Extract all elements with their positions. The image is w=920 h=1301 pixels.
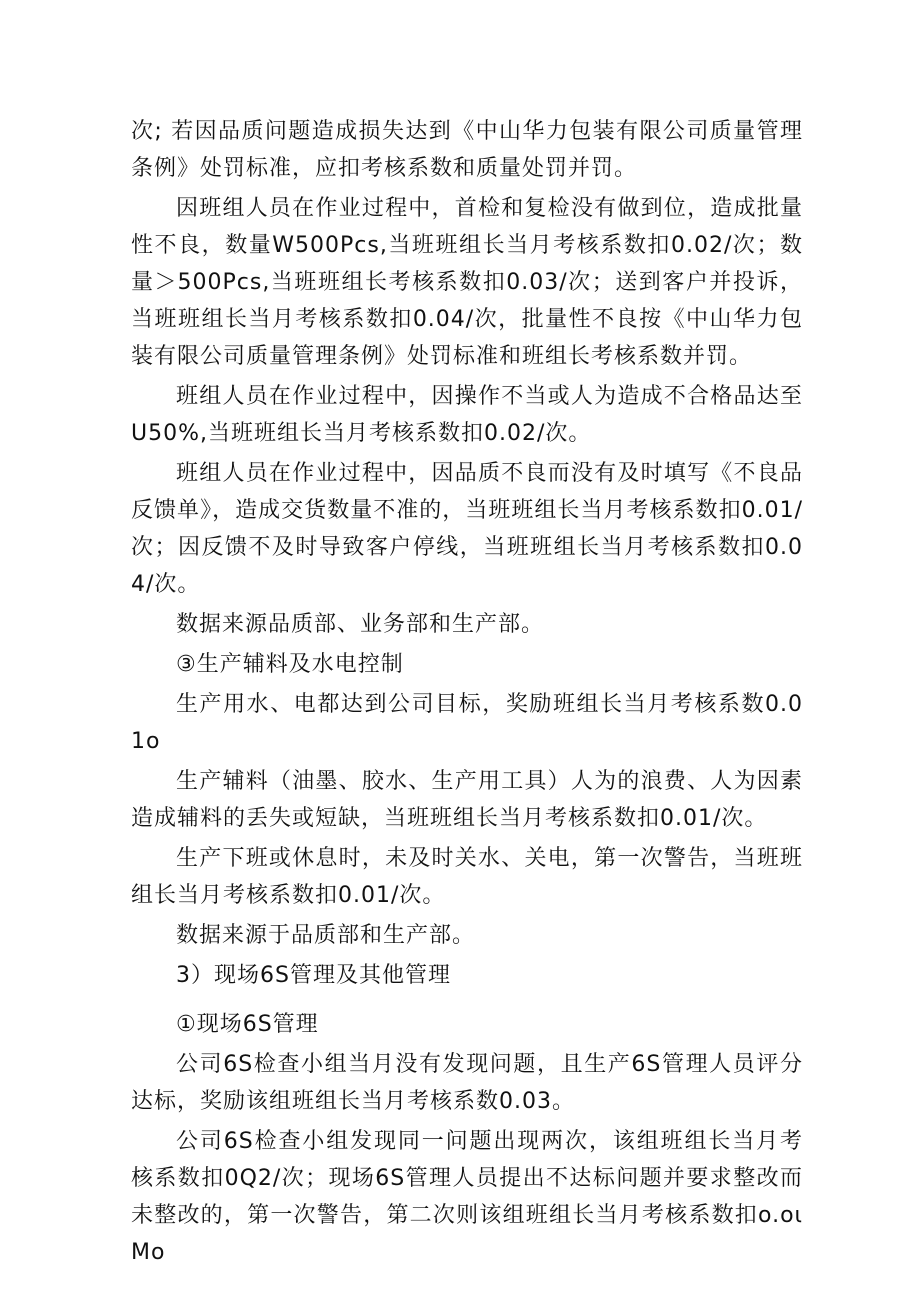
paragraph-penalty-continuation: 次; 若因品质问题造成损失达到《中山华力包装有限公司质量管理条例》处罚标准，应扣考核系数和质量处罚并罚。 <box>131 119 803 181</box>
paragraph-power-water-off: 生产下班或休息时，未及时关水、关电，第一次警告，当班班组长当月考核系数扣0.01/次。 <box>131 846 803 908</box>
paragraph-data-source-production: 数据来源于品质部和生产部。 <box>176 923 476 948</box>
document-body <box>131 113 803 1271</box>
paragraph-6s-reward: 公司6S检查小组当月没有发现问题，且生产6S管理人员评分达标，奖励该组班组长当月考核系数0.03。 <box>131 1052 803 1114</box>
section-heading-materials-utilities: ③生产辅料及水电控制 <box>176 652 404 677</box>
section-heading-6s-and-other: 3）现场6S管理及其他管理 <box>176 963 451 988</box>
paragraph-6s-penalty: 公司6S检查小组发现同一问题出现两次，该组班组长当月考核系数扣0Q2/次；现场6S管理人员提出不达标问题并要求整改而未整改的，第一次警告，第二次则该组班组长当月考核系数扣o.oιMo <box>131 1129 803 1265</box>
paragraph-operation-error: 班组人员在作业过程中，因操作不当或人为造成不合格品达至U50%,当班班组长当月考核系数扣0.02/次。 <box>131 384 803 446</box>
paragraph-utilities-reward: 生产用水、电都达到公司目标，奖励班组长当月考核系数0.01o <box>131 692 803 754</box>
paragraph-data-source-quality: 数据来源品质部、业务部和生产部。 <box>176 612 545 637</box>
paragraph-feedback-form: 班组人员在作业过程中，因品质不良而没有及时填写《不良品反馈单》，造成交货数量不准的，当班班组长当月考核系数扣0.01/次；因反馈不及时导致客户停线，当班班组长当月考核系数扣0.04/次。 <box>131 461 803 597</box>
paragraph-materials-waste: 生产辅料（油墨、胶水、生产用工具）人为的浪费、人为因素造成辅料的丢失或短缺，当班班组长当月考核系数扣0.01/次。 <box>131 769 803 831</box>
paragraph-batch-defect: 因班组人员在作业过程中，首检和复检没有做到位，造成批量性不良，数量W500Pcs,当班班组长当月考核系数扣0.02/次；数量＞500Pcs,当班班组长考核系数扣0.03/次；送到客户并投诉，当班班组长当月考核系数扣0.04/次，批量性不良按《中山华力包装有限公司质量管理条例》处罚标准和班组长考核系数并罚。 <box>131 196 803 369</box>
section-heading-6s-management: ①现场6S管理 <box>176 1012 319 1037</box>
